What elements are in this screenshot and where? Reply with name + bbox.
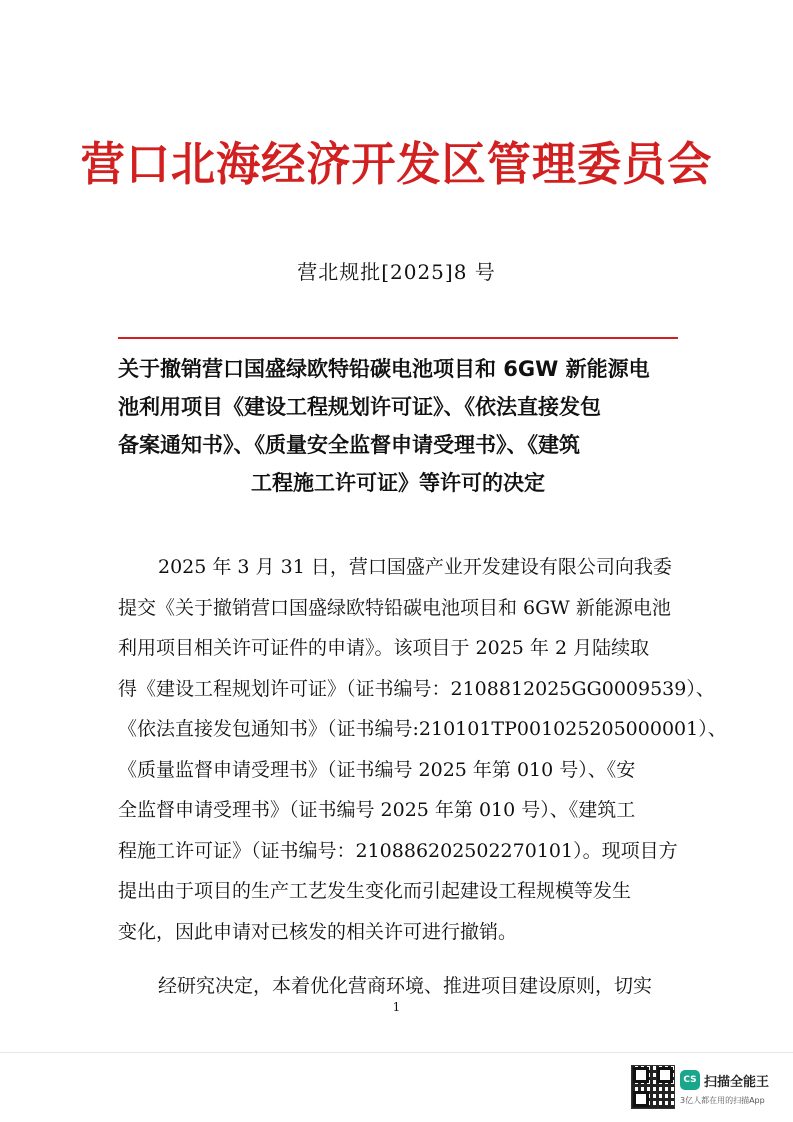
body-line: 提交《关于撤销营口国盛绿欧特铅碳电池项目和 6GW 新能源电池 [118, 596, 671, 619]
body-text [118, 547, 727, 1007]
body-line: 得《建设工程规划许可证》（证书编号：2108812025GG0009539）、 [118, 677, 715, 700]
red-divider-line [118, 337, 678, 339]
body-line: 《依法直接发包通知书》（证书编号:210101TP001025205000001）、 [118, 718, 727, 740]
brand-tagline: 3亿人都在用的扫描App [680, 1096, 765, 1105]
body-line: 程施工许可证》（证书编号：210886202502270101）。现项目方 [118, 839, 678, 862]
body-line: 《质量监督申请受理书》（证书编号 2025 年第 010 号）、《安 [118, 758, 636, 781]
title-line: 关于撤销营口国盛绿欧特铅碳电池项目和 6GW 新能源电 [118, 357, 650, 381]
qr-code-icon [631, 1065, 675, 1109]
body-line: 全监督申请受理书》（证书编号 2025 年第 010 号）、《建筑工 [118, 799, 636, 821]
body-line: 提出由于项目的生产工艺发生变化而引起建设工程规模等发生 [118, 880, 632, 902]
body-line: 变化，因此申请对已核发的相关许可进行撤销。 [118, 920, 518, 943]
footer-divider [0, 1052, 793, 1053]
body-line: 利用项目相关许可证件的申请》。该项目于 2025 年 2 月陆续取 [118, 637, 650, 659]
title-line: 池利用项目《建设工程规划许可证》、《依法直接发包 [118, 395, 601, 419]
body-line: 经研究决定，本着优化营商环境、推进项目建设原则，切实 [158, 975, 653, 997]
decision-title [118, 350, 678, 502]
issuing-organization: 营口北海经济开发区管理委员会 [80, 137, 713, 191]
title-line: 工程施工许可证》等许可的决定 [251, 471, 545, 495]
document-number: 营北规批[2025]8 号 [297, 260, 496, 284]
title-line: 备案通知书》、《质量安全监督申请受理书》、《建筑 [118, 433, 580, 457]
camscanner-logo-icon: CS [680, 1070, 700, 1090]
brand-name: 扫描全能王 [704, 1075, 770, 1090]
body-line: 2025 年 3 月 31 日，营口国盛产业开发建设有限公司向我委 [158, 556, 672, 578]
page-number: 1 [392, 1000, 401, 1014]
